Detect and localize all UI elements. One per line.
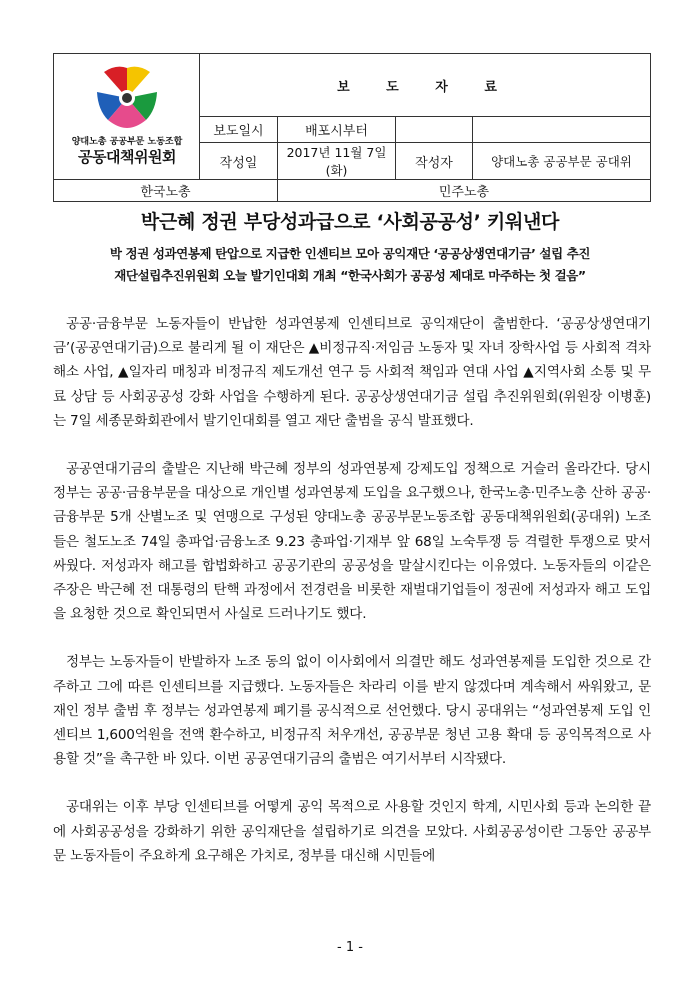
- paragraph-2: 공공연대기금의 출발은 지난해 박근혜 정부의 성과연봉제 강제도입 정책으로 거슬러 올라간다. 당시 정부는 공공·금융부문을 대상으로 개인별 성과연봉제 도입을 요구했으나, 한국노총·민주노총 산하 공공·금융부문 5개 산별노조 및 연맹으로 구성된 양대노총 공공부문노동조합 공동대책위원회(공대위) 노조들은 철도노조 74일 총파업·금융노조 9.23 총파업·기재부 앞 68일 노숙투쟁 등 격렬한 투쟁으로 맞서 싸웠다. 저성과자 해고를 합법화하고 공공기관의 공공성을 말살시킨다는 이유였다. 노동자들의 이같은 주장은 박근혜 전 대통령의 탄핵 과정에서 전경련을 비롯한 재벌대기업들이 정권에 저성과자 해고 도입을 요청한 것으로 확인되면서 사실로 드러나기도 했다.: [53, 461, 651, 623]
- release-blank-cell-2: [473, 117, 651, 143]
- page-number: - 1 -: [337, 940, 363, 955]
- date-label: 작성일: [200, 143, 278, 180]
- author-label: 작성자: [396, 143, 473, 180]
- article-body: [53, 312, 651, 892]
- release-value: 배포시부터: [278, 117, 396, 143]
- union-hands-logo-icon: [54, 62, 200, 136]
- org-right: 민주노총: [278, 180, 651, 202]
- document-title: 보 도 자 료: [200, 54, 651, 117]
- header-table: [53, 53, 651, 202]
- date-value: 2017년 11월 7일(화): [278, 143, 396, 180]
- article-headline: 박근혜 정권 부당성과급으로 ‘사회공공성’ 키워낸다: [140, 211, 560, 233]
- logo-caption-main: 공동대책위원회: [78, 147, 176, 166]
- release-label: 보도일시: [200, 117, 278, 143]
- paragraph-4: 공대위는 이후 부당 인센티브를 어떻게 공익 목적으로 사용할 것인지 학계, 시민사회 등과 논의한 끝에 사회공공성을 강화하기 위한 공익재단을 설립하기로 의견을 모았다. 사회공공성이란 그동안 공공부문 노동자들이 주요하게 요구해온 가치로, 정부를 대신해 시민들에: [53, 799, 651, 864]
- paragraph-3: 정부는 노동자들이 반발하자 노조 동의 없이 이사회에서 의결만 해도 성과연봉제를 도입한 것으로 간주하고 그에 따른 인센티브를 지급했다. 노동자들은 차라리 이를 받지 않겠다며 계속해서 싸워왔고, 문재인 정부 출범 후 정부는 성과연봉제 폐기를 공식적으로 선언했다. 당시 공대위는 “성과연봉제 도입 인센티브 1,600억원을 전액 환수하고, 비정규직 처우개선, 공공부문 청년 고용 확대 등 공익목적으로 사용할 것”을 촉구한 바 있다. 이번 공공연대기금의 출범은 여기서부터 시작됐다.: [53, 654, 651, 768]
- article-subhead-2: 재단설립추진위원회 오늘 발기인대회 개최 “한국사회가 공공성 제대로 마주하는 첫 걸음”: [114, 268, 586, 283]
- logo-caption-top: 양대노총 공공부문 노동조합: [71, 136, 183, 147]
- paragraph-1: 공공·금융부문 노동자들이 반납한 성과연봉제 인센티브로 공익재단이 출범한다. ‘공공상생연대기금’(공공연대기금)으로 불리게 될 이 재단은 ▲비정규직·저임금 노동자 및 자녀 장학사업 등 사회적 격차 해소 사업, ▲일자리 매칭과 비정규직 제도개선 연구 등 사회적 책임과 연대 사업 ▲지역사회 소통 및 무료 상담 등 사회공공성 강화 사업을 수행하게 된다. 공공상생연대기금 설립 추진위원회(위원장 이병훈)는 7일 세종문화회관에서 발기인대회를 열고 재단 출범을 공식 발표했다.: [53, 316, 651, 429]
- org-left: 한국노총: [54, 180, 278, 202]
- article-subhead-1: 박 정권 성과연봉제 탄압으로 지급한 인센티브 모아 공익재단 ‘공공상생연대기금’ 설립 추진: [109, 246, 591, 261]
- author-value: 양대노총 공공부문 공대위: [473, 143, 651, 180]
- logo: [54, 54, 200, 180]
- release-blank-cell: [396, 117, 473, 143]
